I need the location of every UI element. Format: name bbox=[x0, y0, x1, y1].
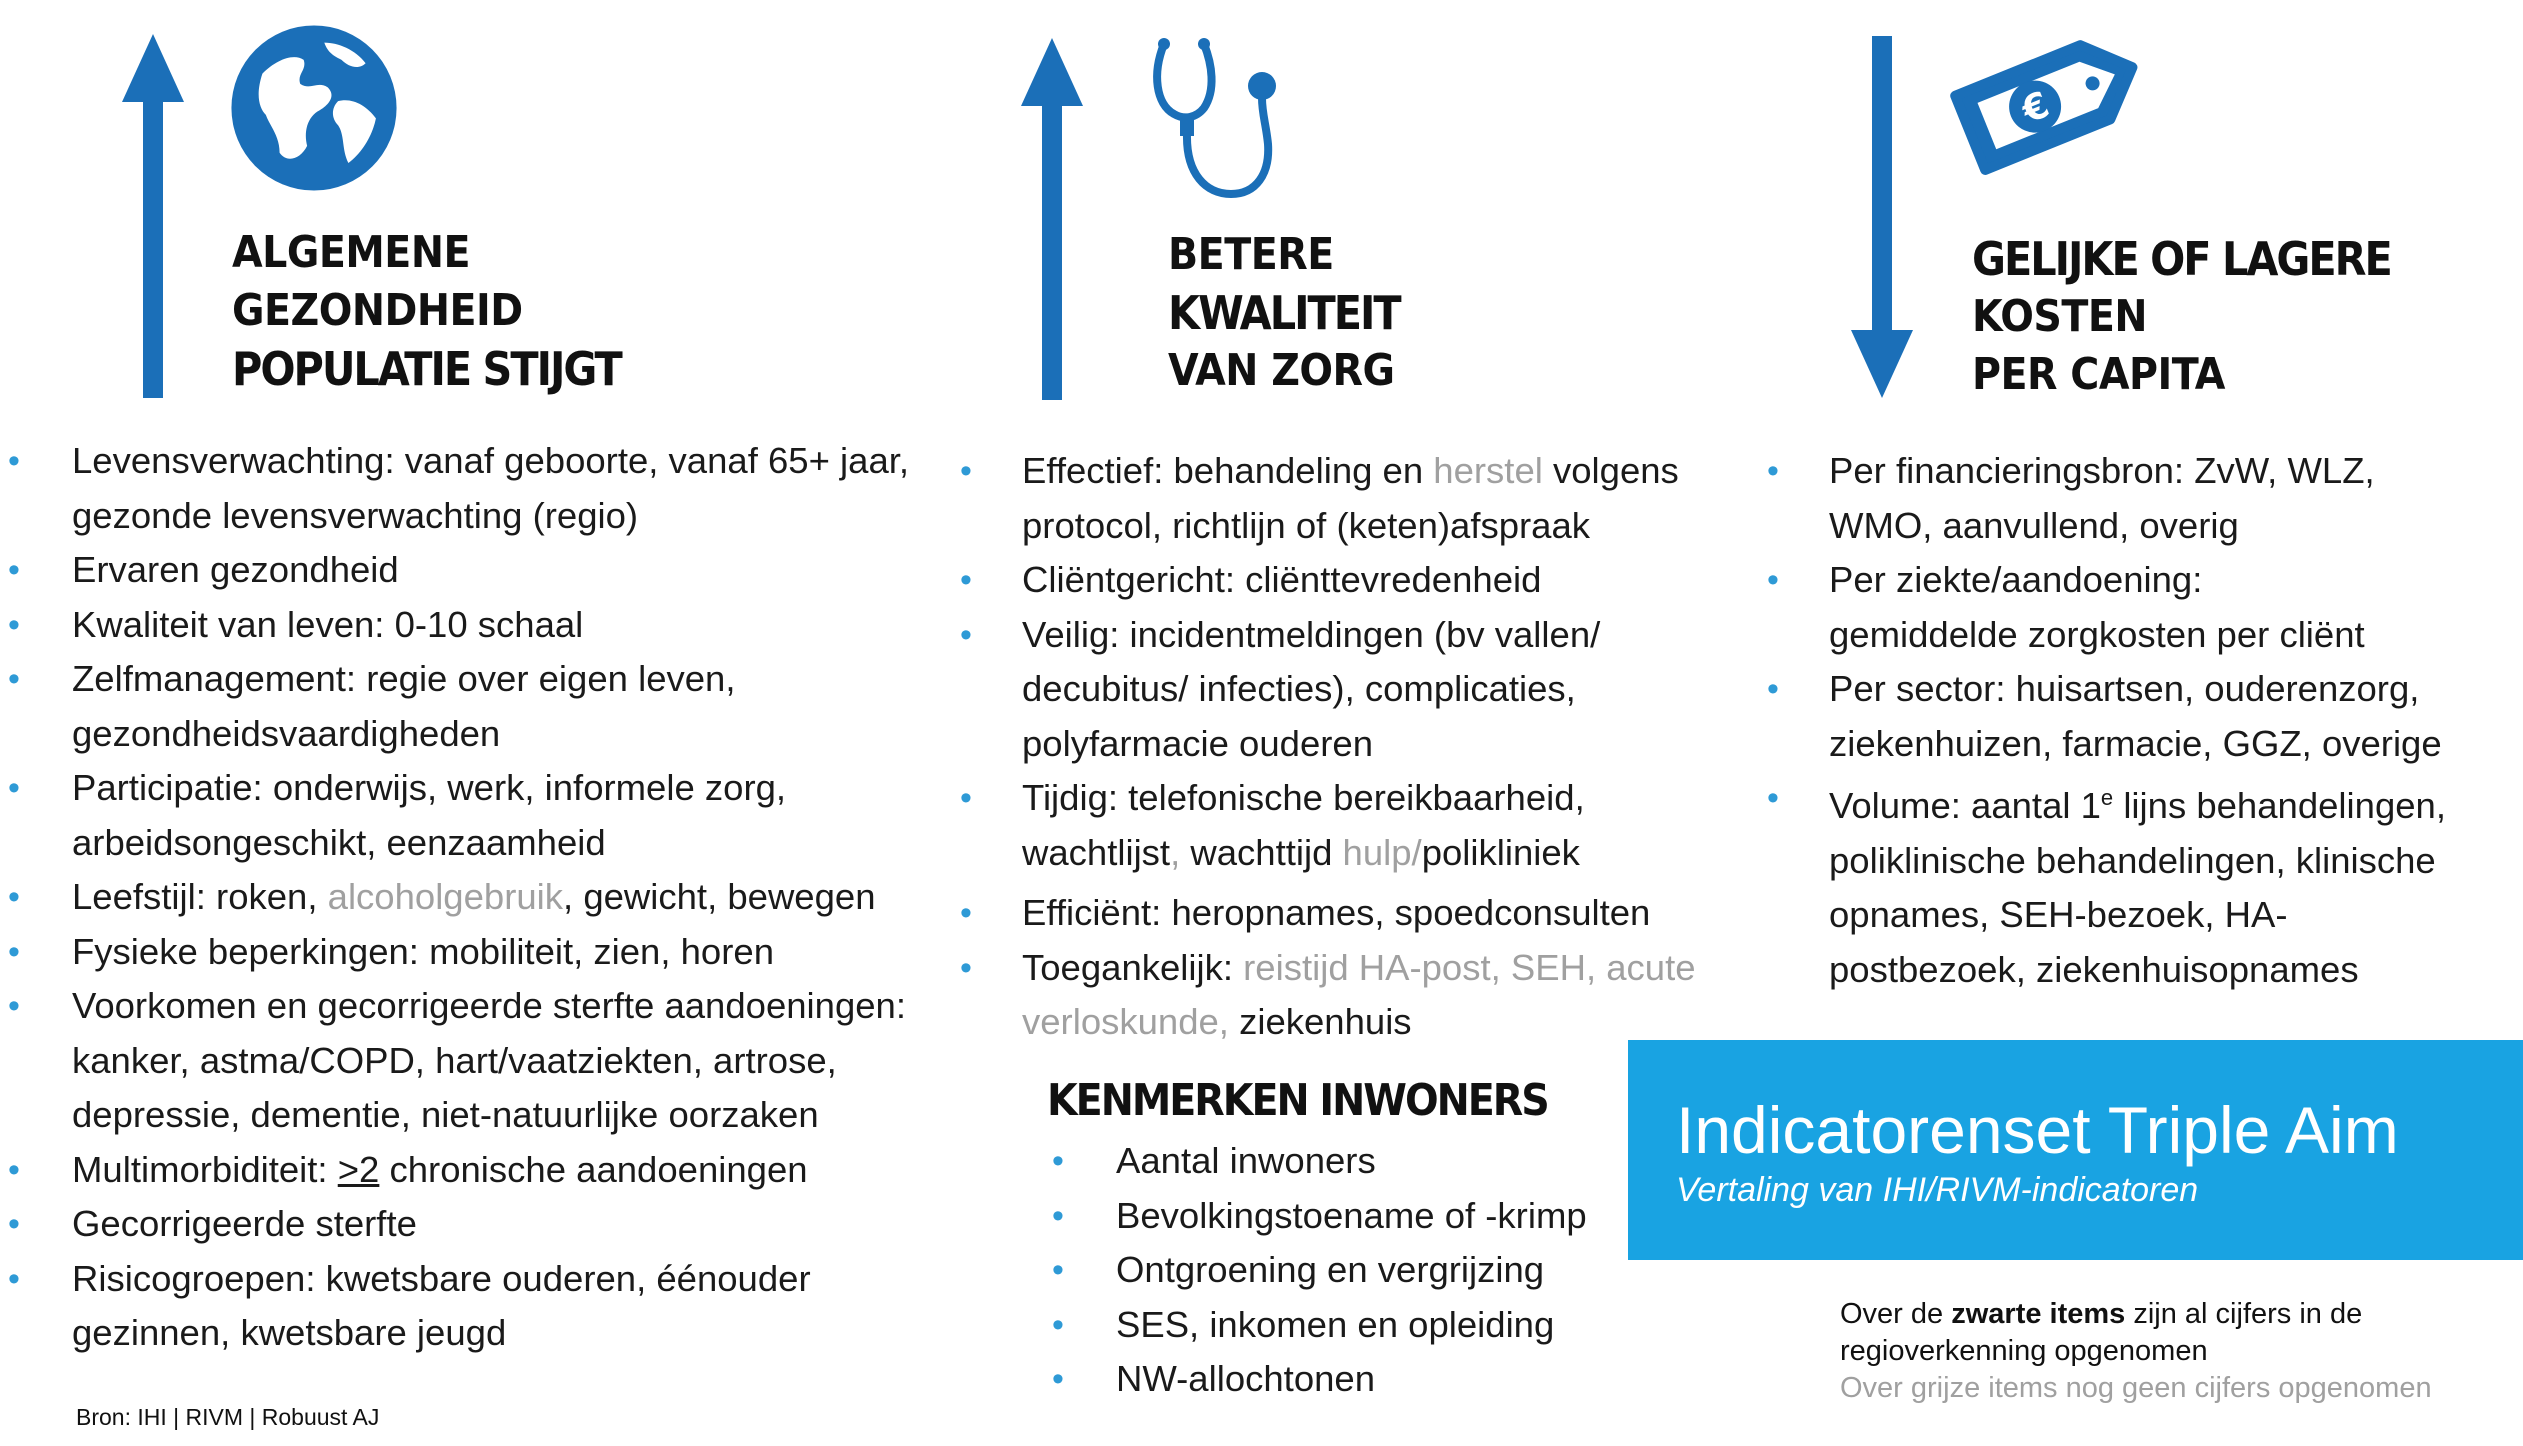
globe-icon bbox=[228, 22, 400, 194]
heading-costs: GELIJKE OF LAGERE KOSTEN PER CAPITA bbox=[1972, 232, 2391, 400]
list-item: • Aantal inwoners bbox=[1116, 1134, 1587, 1189]
list-item: • NW-allochtonen bbox=[1116, 1352, 1587, 1407]
list-item: • Leefstijl: roken, alcoholgebruik, gewicht, bewegen bbox=[72, 870, 909, 925]
list-item: • Multimorbiditeit: >2 chronische aandoeningen bbox=[72, 1143, 909, 1198]
costs-indicator-list bbox=[1829, 444, 2446, 997]
list-item: • Veilig: incidentmeldingen (bv vallen/ decubitus/ infecties), complicaties, polyfarmacie ouderen bbox=[1022, 608, 1696, 772]
list-item: • Ontgroening en vergrijzing bbox=[1116, 1243, 1587, 1298]
residents-list bbox=[1116, 1134, 1587, 1407]
heading-residents: KENMERKEN INWONERS bbox=[1047, 1075, 1548, 1126]
page-subtitle: Vertaling van IHI/RIVM-indicatoren bbox=[1676, 1171, 2199, 1209]
title-box bbox=[1628, 1040, 2523, 1260]
list-item: • Voorkomen en gecorrigeerde sterfte aandoeningen: kanker, astma/COPD, hart/vaatziekten, artrose, depressie, dementie, niet-natuurlijke oorzaken bbox=[72, 979, 909, 1143]
arrow-up-icon bbox=[1017, 34, 1087, 402]
health-indicator-list bbox=[72, 434, 909, 1361]
quality-indicator-list bbox=[1022, 444, 1696, 1050]
list-item: • Toegankelijk: reistijd HA-post, SEH, acute verloskunde, ziekenhuis bbox=[1022, 941, 1696, 1050]
heading-quality: BETERE KWALITEIT VAN ZORG bbox=[1168, 229, 1400, 396]
list-item: • Effectief: behandeling en herstel volgens protocol, richtlijn of (keten)afspraak bbox=[1022, 444, 1696, 553]
stethoscope-icon bbox=[1146, 34, 1296, 204]
list-item: • Zelfmanagement: regie over eigen leven, gezondheidsvaardigheden bbox=[72, 652, 909, 761]
list-item: • Bevolkingstoename of -krimp bbox=[1116, 1189, 1587, 1244]
list-item: • Participatie: onderwijs, werk, informele zorg, arbeidsongeschikt, eenzaamheid bbox=[72, 761, 909, 870]
arrow-up-icon bbox=[118, 30, 188, 400]
list-item: • Fysieke beperkingen: mobiliteit, zien, horen bbox=[72, 925, 909, 980]
source-note: Bron: IHI | RIVM | Robuust AJ bbox=[76, 1404, 380, 1430]
list-item: • Risicogroepen: kwetsbare ouderen, éénouder gezinnen, kwetsbare jeugd bbox=[72, 1252, 909, 1361]
list-item: • Per sector: huisartsen, ouderenzorg, ziekenhuizen, farmacie, GGZ, overige bbox=[1829, 662, 2446, 771]
list-item: • Kwaliteit van leven: 0-10 schaal bbox=[72, 598, 909, 653]
list-item: • SES, inkomen en opleiding bbox=[1116, 1298, 1587, 1353]
page-title: Indicatorenset Triple Aim bbox=[1676, 1093, 2399, 1167]
list-item: • Gecorrigeerde sterfte bbox=[72, 1197, 909, 1252]
list-item: • Efficiënt: heropnames, spoedconsulten bbox=[1022, 886, 1696, 941]
heading-health: ALGEMENE GEZONDHEID POPULATIE STIJGT bbox=[232, 227, 621, 396]
euro-tag-icon bbox=[1934, 16, 2164, 186]
list-item: • Per ziekte/aandoening: gemiddelde zorgkosten per cliënt bbox=[1829, 553, 2446, 662]
legend-note: Over de zwarte items zijn al cijfers in de regioverkenning opgenomen Over grijze items nog geen cijfers opgenomen bbox=[1840, 1298, 2432, 1404]
list-item: • Volume: aantal 1e lijns behandelingen, poliklinische behandelingen, klinische opnames, SEH-bezoek, HA- postbezoek, ziekenhuisopnames bbox=[1829, 771, 2446, 997]
list-item: • Ervaren gezondheid bbox=[72, 543, 909, 598]
list-item: • Tijdig: telefonische bereikbaarheid, wachtlijst, wachttijd hulp/polikliniek bbox=[1022, 771, 1696, 880]
list-item: • Cliëntgericht: cliënttevredenheid bbox=[1022, 553, 1696, 608]
svg-text:€: € bbox=[2016, 84, 2055, 132]
arrow-down-icon bbox=[1847, 34, 1917, 402]
list-item: • Per financieringsbron: ZvW, WLZ, WMO, aanvullend, overig bbox=[1829, 444, 2446, 553]
list-item: • Levensverwachting: vanaf geboorte, vanaf 65+ jaar, gezonde levensverwachting (regio) bbox=[72, 434, 909, 543]
